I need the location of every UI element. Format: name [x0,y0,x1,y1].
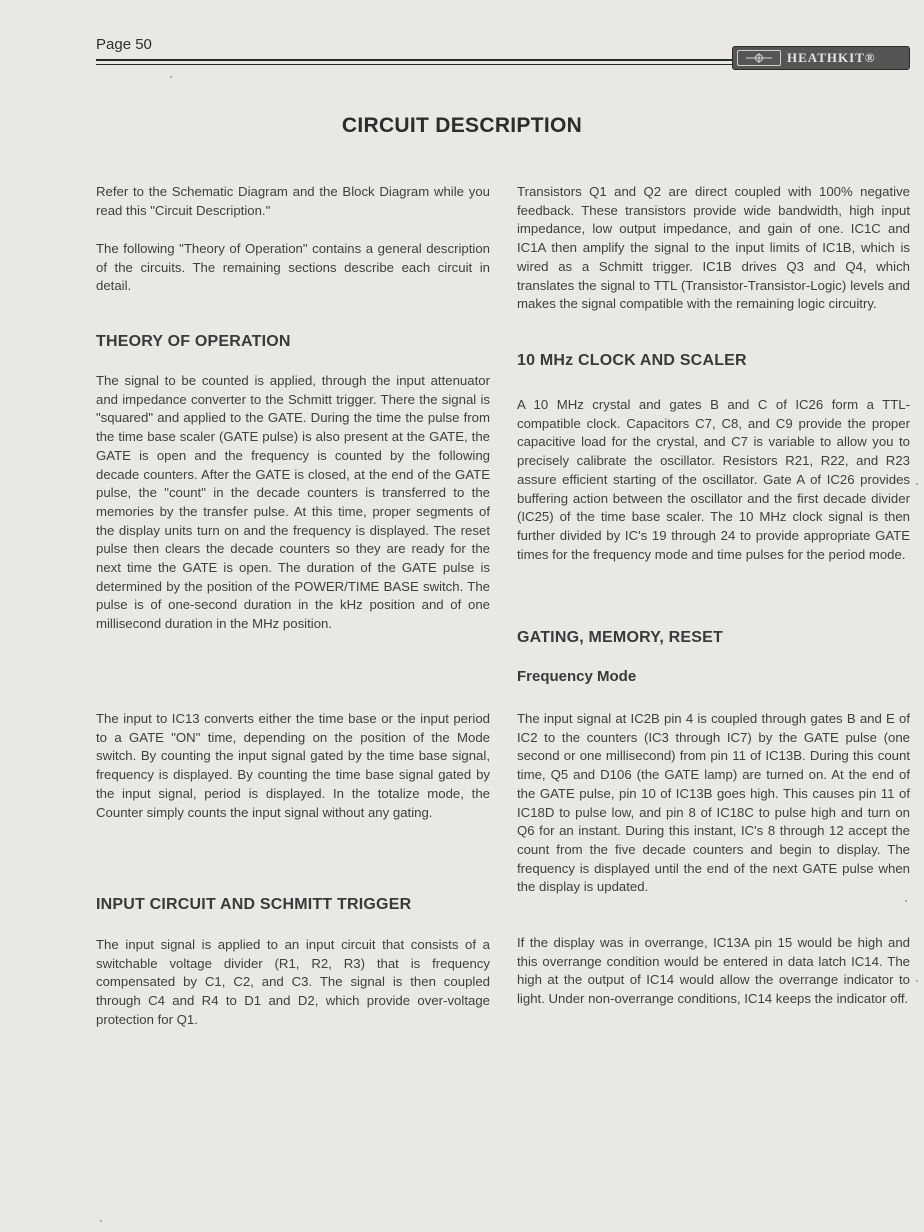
clock-heading: 10 MHz CLOCK AND SCALER [517,352,747,369]
clock-paragraph: A 10 MHz crystal and gates B and C of IC26 form a TTL-compatible clock. Capacitors C7, C8, and C9 provide the proper capacitive load for the crystal, and C7 is variable to allow you to precisely calibrate the oscillator. Resistors R21, R22, and R23 assure efficient starting of the oscillator. Gate A of IC26 provides buffering action between the oscillator and the first decade divider (IC25) of the time base scaler. The 10 MHz clock signal is then further divided by IC's 19 through 24 to provide appropriate GATE times for the frequency mode and time pulses for the period mode. [517,397,910,562]
input-circuit-paragraph-1: The input signal is applied to an input circuit that consists of a switchable voltage divider (R1, R2, R3) that is frequency compensated by C1, C2, and C3. The signal is then coupled through C4 and R4 to D1 and D2, which provide over-voltage protection for Q1. [96,937,490,1027]
right-column [517,0,910,1232]
intro-paragraph-2: The following "Theory of Operation" contains a general description of the circuits. The remaining sections describe each circuit in detail. [96,241,490,294]
gating-heading: GATING, MEMORY, RESET [517,629,723,646]
frequency-mode-subheading: Frequency Mode [517,668,637,685]
theory-heading: THEORY OF OPERATION [96,333,291,350]
speck [916,483,918,485]
theory-paragraph-2: The input to IC13 converts either the time base or the input period to a GATE "ON" time, depending on the position of the Mode switch. By counting the input signal gated by the time base signal, frequency is displayed. By counting the time base signal gated by the input signal, period is displayed. In the totalize mode, the Counter simply counts the input signal without any gating. [96,711,490,820]
input-circuit-heading: INPUT CIRCUIT AND SCHMITT TRIGGER [96,896,412,913]
theory-paragraph-1: The signal to be counted is applied, through the input attenuator and impedance converter to the Schmitt trigger. There the signal is "squared" and applied to the GATE. During the time the pulse from the time base scaler (GATE pulse) is also present at the GATE, the GATE is open and the frequency is counted by the following decade counters. After the GATE is closed, at the end of the GATE pulse, the "count" in the decade counters is transferred to the memories by the transfer pulse. At this time, proper segments of the display units turn on and the frequency is displayed. The reset pulse then clears the decade counters so they are ready for the next time the GATE is open. The duration of the GATE pulse is determined by the position of the POWER/TIME BASE switch. The pulse is of one-second duration in the kHz position and of one millisecond duration in the MHz position. [96,373,490,632]
input-circuit-paragraph-2: Transistors Q1 and Q2 are direct coupled with 100% negative feedback. These transistors provide wide bandwidth, high input impedance, low output impedance, and gain of one. IC1C and IC1A then amplify the signal to the input limits of IC1B, which is wired as a Schmitt trigger. IC1B drives Q3 and Q4, which translates the signal to TTL (Transistor-Transistor-Logic) levels and makes the signal compatible with the remaining logic circuitry. [517,184,910,312]
left-column [96,0,490,1232]
speck [100,1220,102,1222]
intro-paragraph-1: Refer to the Schematic Diagram and the Block Diagram while you read this "Circuit Description." [96,184,490,218]
logo-text: HEATHKIT® [787,50,876,65]
speck [170,76,172,78]
speck [916,980,918,982]
speck [905,900,907,902]
frequency-paragraph-2: If the display was in overrange, IC13A pin 15 would be high and this overrange condition would be entered in data latch IC14. The high at the output of IC14 would allow the overrange indicator to light. Under non-overrange conditions, IC14 keeps the indicator off. [517,935,910,1007]
page-title: CIRCUIT DESCRIPTION [341,114,583,137]
page-number: Page 50 [96,36,152,53]
frequency-paragraph-1: The input signal at IC2B pin 4 is coupled through gates B and E of IC2 to the counters (IC3 through IC7) by the GATE pulse (one second or one millisecond) from pin 11 of IC13B. During this count time, Q5 and D106 (the GATE lamp) are turned on. At the end of the GATE pulse, pin 10 of IC13B goes high. This causes pin 11 of IC18D to pulse low, and pin 8 of IC18C to pulse high and turn on Q6 for an instant. During this instant, IC's 8 through 12 accept the count from the five decade counters and begin to display. The frequency is displayed until the end of the next GATE pulse when the display is updated. [517,711,910,895]
